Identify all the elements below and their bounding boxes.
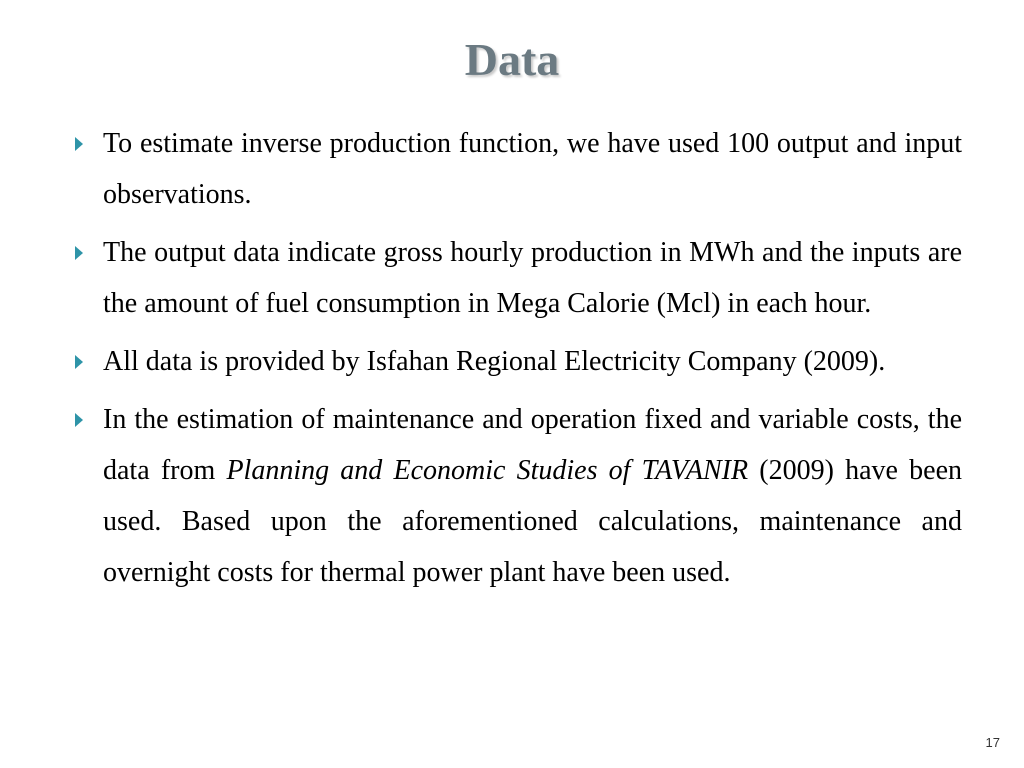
bullet-text-after: (2009) have been used. Based upon the aforementioned calculations, maintenance and overnight costs for thermal power plant have been used. bbox=[103, 455, 963, 588]
bullet-item-2 bbox=[72, 227, 962, 329]
bullet-text: The output data indicate gross hourly production in MWh and the inputs are the amount of fuel consumption in Mega Calorie (Mcl) in each hour. bbox=[103, 237, 962, 319]
triangle-bullet-icon bbox=[75, 355, 83, 369]
bullet-item-1 bbox=[72, 118, 962, 220]
triangle-bullet-icon bbox=[75, 137, 83, 151]
bullet-text: All data is provided by Isfahan Regional Electricity Company (2009). bbox=[103, 346, 886, 377]
triangle-bullet-icon bbox=[75, 413, 83, 427]
bullet-text-before: In the estimation of maintenance and operation fixed and variable costs, the data from bbox=[103, 404, 962, 486]
bullet-text-italic-source: Planning and Economic Studies of TAVANIR bbox=[226, 455, 749, 486]
bullet-list bbox=[72, 118, 962, 605]
triangle-bullet-icon bbox=[75, 246, 83, 260]
bullet-text: To estimate inverse production function, we have used 100 output and input observations. bbox=[103, 128, 962, 210]
bullet-item-4 bbox=[72, 394, 962, 598]
bullet-item-3 bbox=[72, 336, 962, 387]
slide-title: Data bbox=[464, 34, 560, 85]
page-number: 17 bbox=[985, 735, 1000, 750]
